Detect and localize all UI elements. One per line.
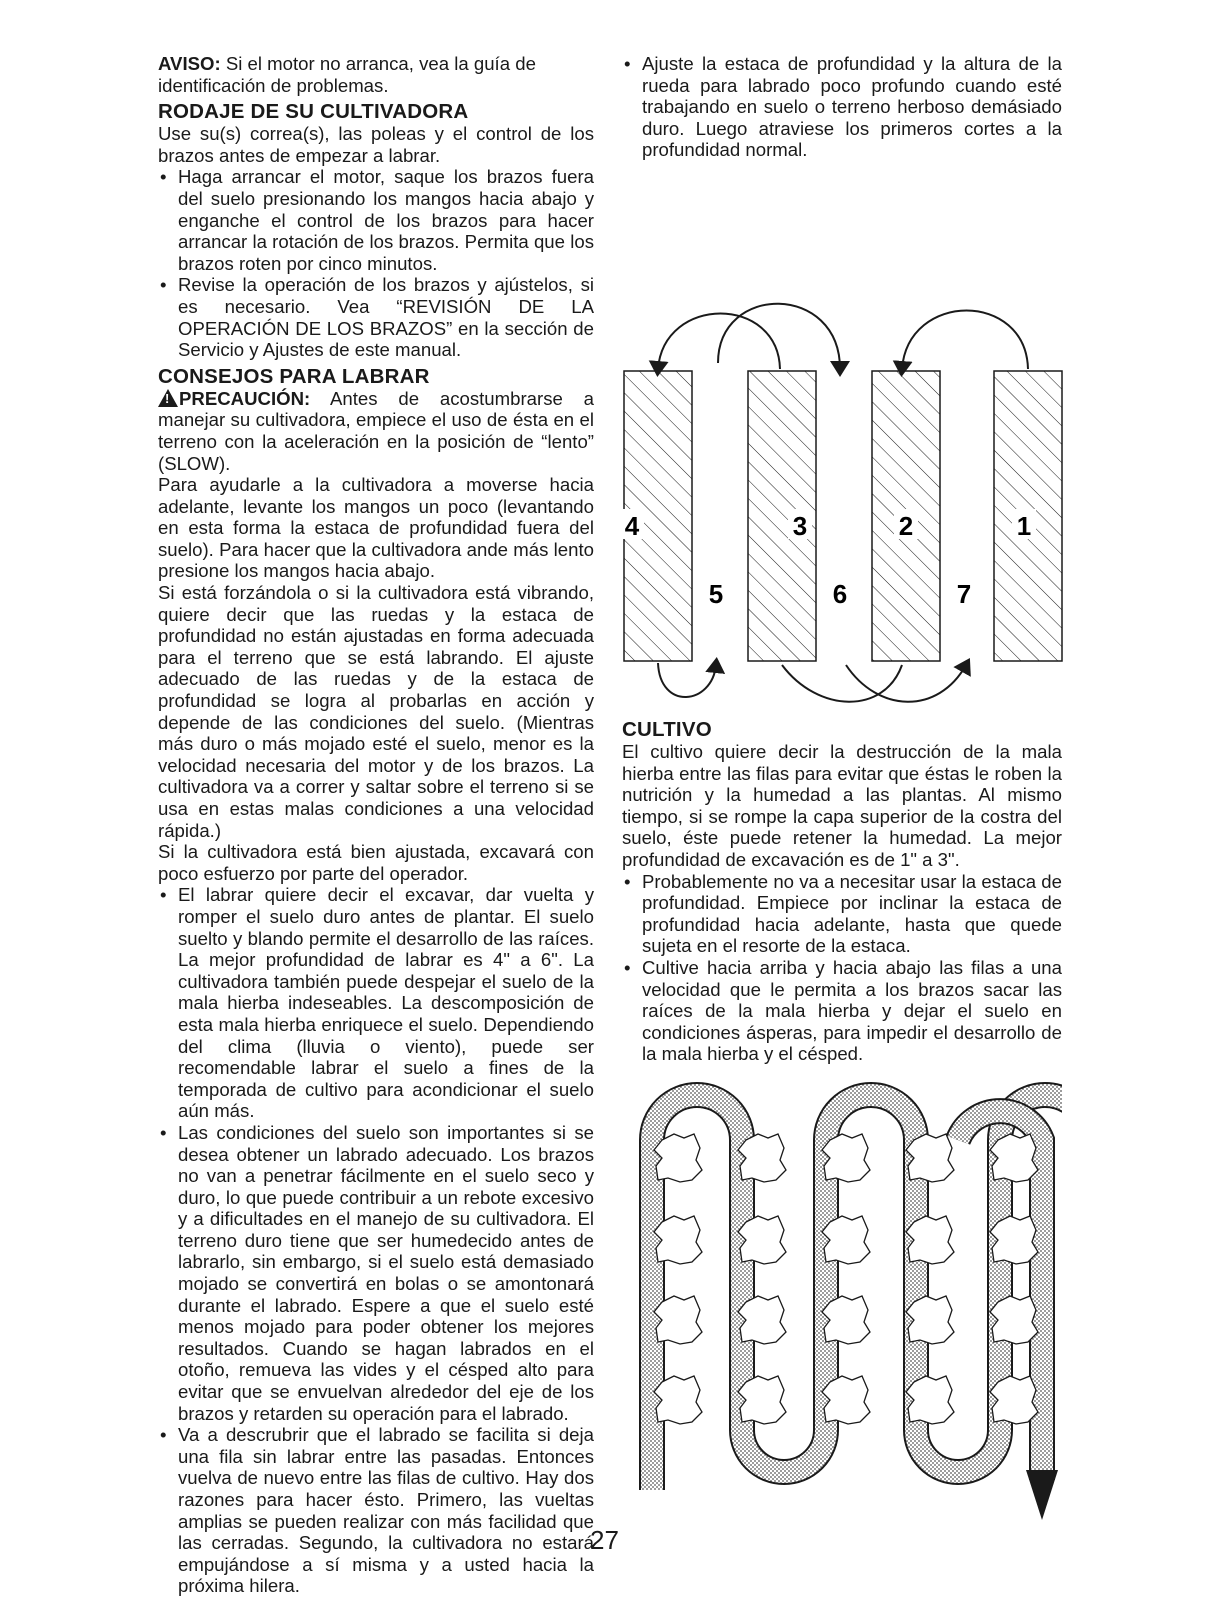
arrow-down-icon [1026, 1470, 1058, 1520]
cultivation-pattern-figure [622, 1080, 1062, 1520]
consejos-paragraph: Si la cultivadora está bien ajustada, excavará con poco esfuerzo por parte del operador. [158, 841, 594, 884]
gap-label: 6 [832, 579, 848, 609]
row-label: 1 [1016, 511, 1032, 541]
list-item-text: Va a descrubrir que el labrado se facilita si deja una fila sin labrar entre las pasadas. Entonces vuelva de nuevo entre las filas de cultivo. Hay dos razones para hacer ésto. Primero, las vueltas amplias se pueden realizar con más facilidad que las cerradas. Segundo, la cultivadora no estará empujándose a sí misma y a usted hacia la próxima hilera. [178, 1424, 594, 1597]
cultivo-heading: CULTIVO [622, 718, 712, 741]
precaucion-text: Antes de acostumbrarse a manejar su cultivadora, empiece el uso de ésta en el terreno con la aceleración en la posición de “lento” (SLOW). [158, 387, 594, 474]
plant-grid [654, 1134, 1038, 1424]
list-item: • Haga arrancar el motor, saque los brazos fuera del suelo presionando los mangos hacia abajo y enganche el control de los brazos para hacer arrancar la rotación de los brazos. Permita que los brazos roten por cinco minutos. [158, 166, 594, 274]
row-label: 2 [898, 511, 914, 541]
list-item: • Las condiciones del suelo son importantes si se desea obtener un labrado adecuado. Los brazos no van a penetrar fácilmente en el suelo seco y duro, lo que puede contribuir a un rebote excesivo y a dificultades en el manejo de su cultivadora. El terreno duro tiene que ser humedecido antes de labrarlo, sin embargo, si el suelo está demasiado mojado se convertirá en bolas o se amontonará durante el labrado. Espere a que el suelo esté menos mojado para poder obtener los mejores resultados. Cuando se hagan labrados en el otoño, remueva las vides y el césped alto para evitar que se envuelvan alrededor del eje de los brazos y retarden su operación para el labrado. [158, 1122, 594, 1424]
aviso-label: AVISO: [158, 53, 221, 74]
list-item: • Cultive hacia arriba y hacia abajo las filas a una velocidad que le permita a los brazos sacar las raíces de la mala hierba y dejar el suelo en condiciones ásperas, para impedir el desarrollo de la mala hierba y el césped. [622, 957, 1062, 1065]
list-item: • Revise la operación de los brazos y ajústelos, si es necesario. Vea “REVISIÓN DE LA OPERACIÓN DE LOS BRAZOS” en la sección de Servicio y Ajustes de este manual. [158, 274, 594, 360]
row-label: 3 [792, 511, 808, 541]
turn-arrow [658, 663, 716, 697]
consejos-bullets-continued [622, 53, 1062, 161]
aviso-text: Si el motor no arranca, vea la guía de identificación de problemas. [158, 53, 536, 96]
consejos-heading: CONSEJOS PARA LABRAR [158, 364, 430, 388]
list-item: • El labrar quiere decir el excavar, dar vuelta y romper el suelo duro antes de plantar. El suelo suelto y blando permite el desarrollo de las raíces. La mejor profundidad de labrar es 4" a 6". La cultivadora también puede despejar el suelo de la mala hierba indeseables. La descomposición de esta mala hierba enriquece el suelo. Dependiendo del clima (lluvia o viento), puede ser recomendable labrar el suelo a fines de la temporada de cultivo para acondicionar el suelo aún más. [158, 884, 594, 1122]
row-label: 4 [624, 511, 640, 541]
consejos-bullets [158, 884, 594, 1597]
list-item: • Ajuste la estaca de profundidad y la altura de la rueda para labrado poco profundo cuando esté trabajando en suelo o terreno herboso demásiado duro. Luego atraviese los primeros cortes a la profundidad normal. [622, 53, 1062, 161]
gap-label: 5 [708, 579, 724, 609]
tilling-pattern-figure [608, 285, 1078, 705]
cultivo-section [622, 718, 1062, 1065]
rodaje-intro: Use su(s) correa(s), las poleas y el control de los brazos antes de empezar a labrar. [158, 123, 594, 166]
aviso-paragraph [158, 53, 594, 96]
turn-arrow [846, 665, 966, 702]
left-column [158, 53, 594, 1597]
consejos-paragraph: Para ayudarle a la cultivadora a moverse hacia adelante, levante los mangos un poco (levantando en esta forma la estaca de profundidad fuera del suelo). Para hacer que la cultivadora ande más lento presione los mangos hacia abajo. [158, 474, 594, 582]
list-item: • Probablemente no va a necesitar usar la estaca de profundidad. Empiece por inclinar la estaca de profundidad hacia adelante, hasta que quede sujeta en el resorte de la estaca. [622, 871, 1062, 957]
rodaje-bullets [158, 166, 594, 360]
list-item [158, 1424, 594, 1597]
warning-icon [158, 389, 178, 407]
consejos-paragraph: Si está forzándola o si la cultivadora está vibrando, quiere decir que las ruedas y la estaca de profundidad no están ajustadas en forma adecuada para el terreno que se está labrando. El ajuste adecuado de las ruedas y de la estaca de profundidad se logra al probarlas en acción y depende de las condiciones del suelo. (Mientras más duro o más mojado esté el suelo, menor es la velocidad necesaria del motor y de los brazos. La cultivadora va a correr y saltar sobre el terreno si se usa en estas malas condiciones a una velocidad rápida.) [158, 582, 594, 841]
rodaje-heading: RODAJE DE SU CULTIVADORA [158, 100, 469, 124]
right-column-top [622, 53, 1062, 161]
turn-arrow [902, 311, 1028, 370]
gap-label: 7 [956, 579, 972, 609]
page-number: 27 [590, 1525, 619, 1555]
cultivo-intro: El cultivo quiere decir la destrucción de la mala hierba entre las filas para evitar que éstas le roben la nutrición y la humedad a las plantas. Al mismo tiempo, si se rompe la capa superior de la costra del suelo, éste puede retener la humedad. La mejor profundidad de excavación es de 1" a 3". [622, 741, 1062, 870]
precaucion-paragraph [158, 388, 594, 474]
precaucion-label: PRECAUCIÓN: [179, 387, 311, 409]
cultivo-bullets [622, 871, 1062, 1065]
